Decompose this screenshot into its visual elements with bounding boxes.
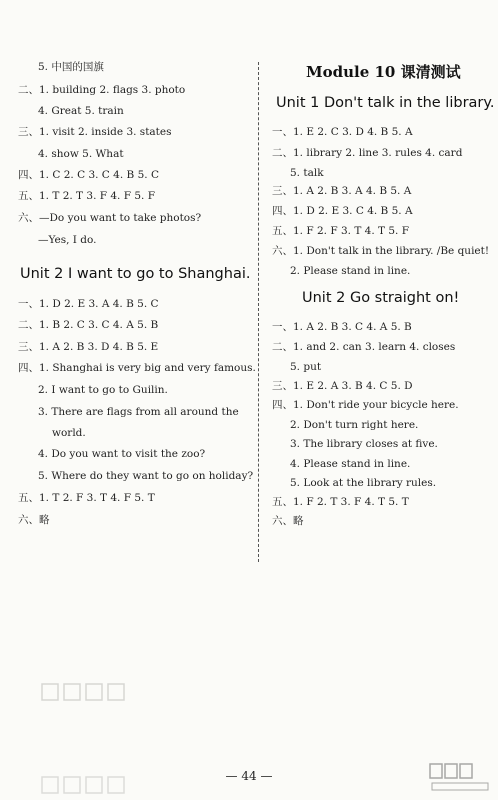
- answer-line: 四、1. C 2. C 3. C 4. B 5. C: [18, 169, 159, 181]
- answer-line: 二、1. building 2. flags 3. photo: [18, 84, 186, 96]
- answer-line: —Yes, I do.: [38, 234, 97, 246]
- answer-line: 六、略: [18, 514, 50, 526]
- answer-line: 二、1. library 2. line 3. rules 4. card: [272, 147, 463, 159]
- answer-line: 2. I want to go to Guilin.: [38, 384, 168, 396]
- answer-line: 3. There are flags from all around the: [38, 406, 239, 418]
- answer-line: 5. talk: [290, 167, 324, 179]
- answer-line: 二、1. B 2. C 3. C 4. A 5. B: [18, 319, 159, 331]
- answer-line: 三、1. visit 2. inside 3. states: [18, 126, 172, 138]
- answer-line: 一、1. E 2. C 3. D 4. B 5. A: [272, 126, 413, 138]
- answer-line: 5. put: [290, 361, 322, 373]
- page-number: — 44 —: [225, 769, 273, 783]
- answer-line: 3. The library closes at five.: [290, 438, 438, 450]
- unit2-heading: Unit 2 I want to go to Shanghai.: [20, 266, 251, 282]
- answer-line: 六、1. Don't talk in the library. /Be quiet!: [272, 245, 490, 257]
- watermark-logo-icon: [428, 762, 492, 794]
- answer-line: 三、1. E 2. A 3. B 4. C 5. D: [272, 380, 413, 392]
- answer-line: 4. show 5. What: [38, 148, 124, 160]
- answer-line: 五、1. F 2. T 3. F 4. T 5. T: [272, 496, 409, 508]
- module-heading: Module 10 课清测试: [306, 63, 461, 81]
- answer-line: 四、1. Shanghai is very big and very famous.: [18, 362, 256, 374]
- answer-line: 5. Look at the library rules.: [290, 477, 437, 489]
- answer-line: 2. Please stand in line.: [290, 265, 411, 277]
- answer-line: world.: [52, 427, 86, 439]
- answer-line: 三、1. A 2. B 3. D 4. B 5. E: [18, 341, 159, 353]
- unit1-heading: Unit 1 Don't talk in the library.: [276, 95, 495, 111]
- answer-line: 五、1. F 2. F 3. T 4. T 5. F: [272, 225, 409, 237]
- unit2-heading: Unit 2 Go straight on!: [302, 290, 460, 306]
- answer-line: 4. Do you want to visit the zoo?: [38, 448, 206, 460]
- faint-stamp-mark: [40, 680, 130, 704]
- answer-line: 2. Don't turn right here.: [290, 419, 419, 431]
- answer-line: 4. Please stand in line.: [290, 458, 411, 470]
- answer-line: 三、1. A 2. B 3. A 4. B 5. A: [272, 185, 412, 197]
- answer-line: 四、1. Don't ride your bicycle here.: [272, 399, 459, 411]
- answer-line: 一、1. A 2. B 3. C 4. A 5. B: [272, 321, 412, 333]
- answer-line: 二、1. and 2. can 3. learn 4. closes: [272, 341, 456, 353]
- answer-line: 5. 中国的国旗: [38, 61, 104, 73]
- answer-line: 五、1. T 2. F 3. T 4. F 5. T: [18, 492, 155, 504]
- answer-line: 六、略: [272, 515, 304, 527]
- column-divider: [258, 62, 259, 562]
- answer-line: 六、—Do you want to take photos?: [18, 212, 202, 224]
- answer-line: 5. Where do they want to go on holiday?: [38, 470, 254, 482]
- answer-line: 一、1. D 2. E 3. A 4. B 5. C: [18, 298, 159, 310]
- answer-line: 四、1. D 2. E 3. C 4. B 5. A: [272, 205, 413, 217]
- answer-line: 4. Great 5. train: [38, 105, 124, 117]
- answer-line: 五、1. T 2. T 3. F 4. F 5. F: [18, 190, 155, 202]
